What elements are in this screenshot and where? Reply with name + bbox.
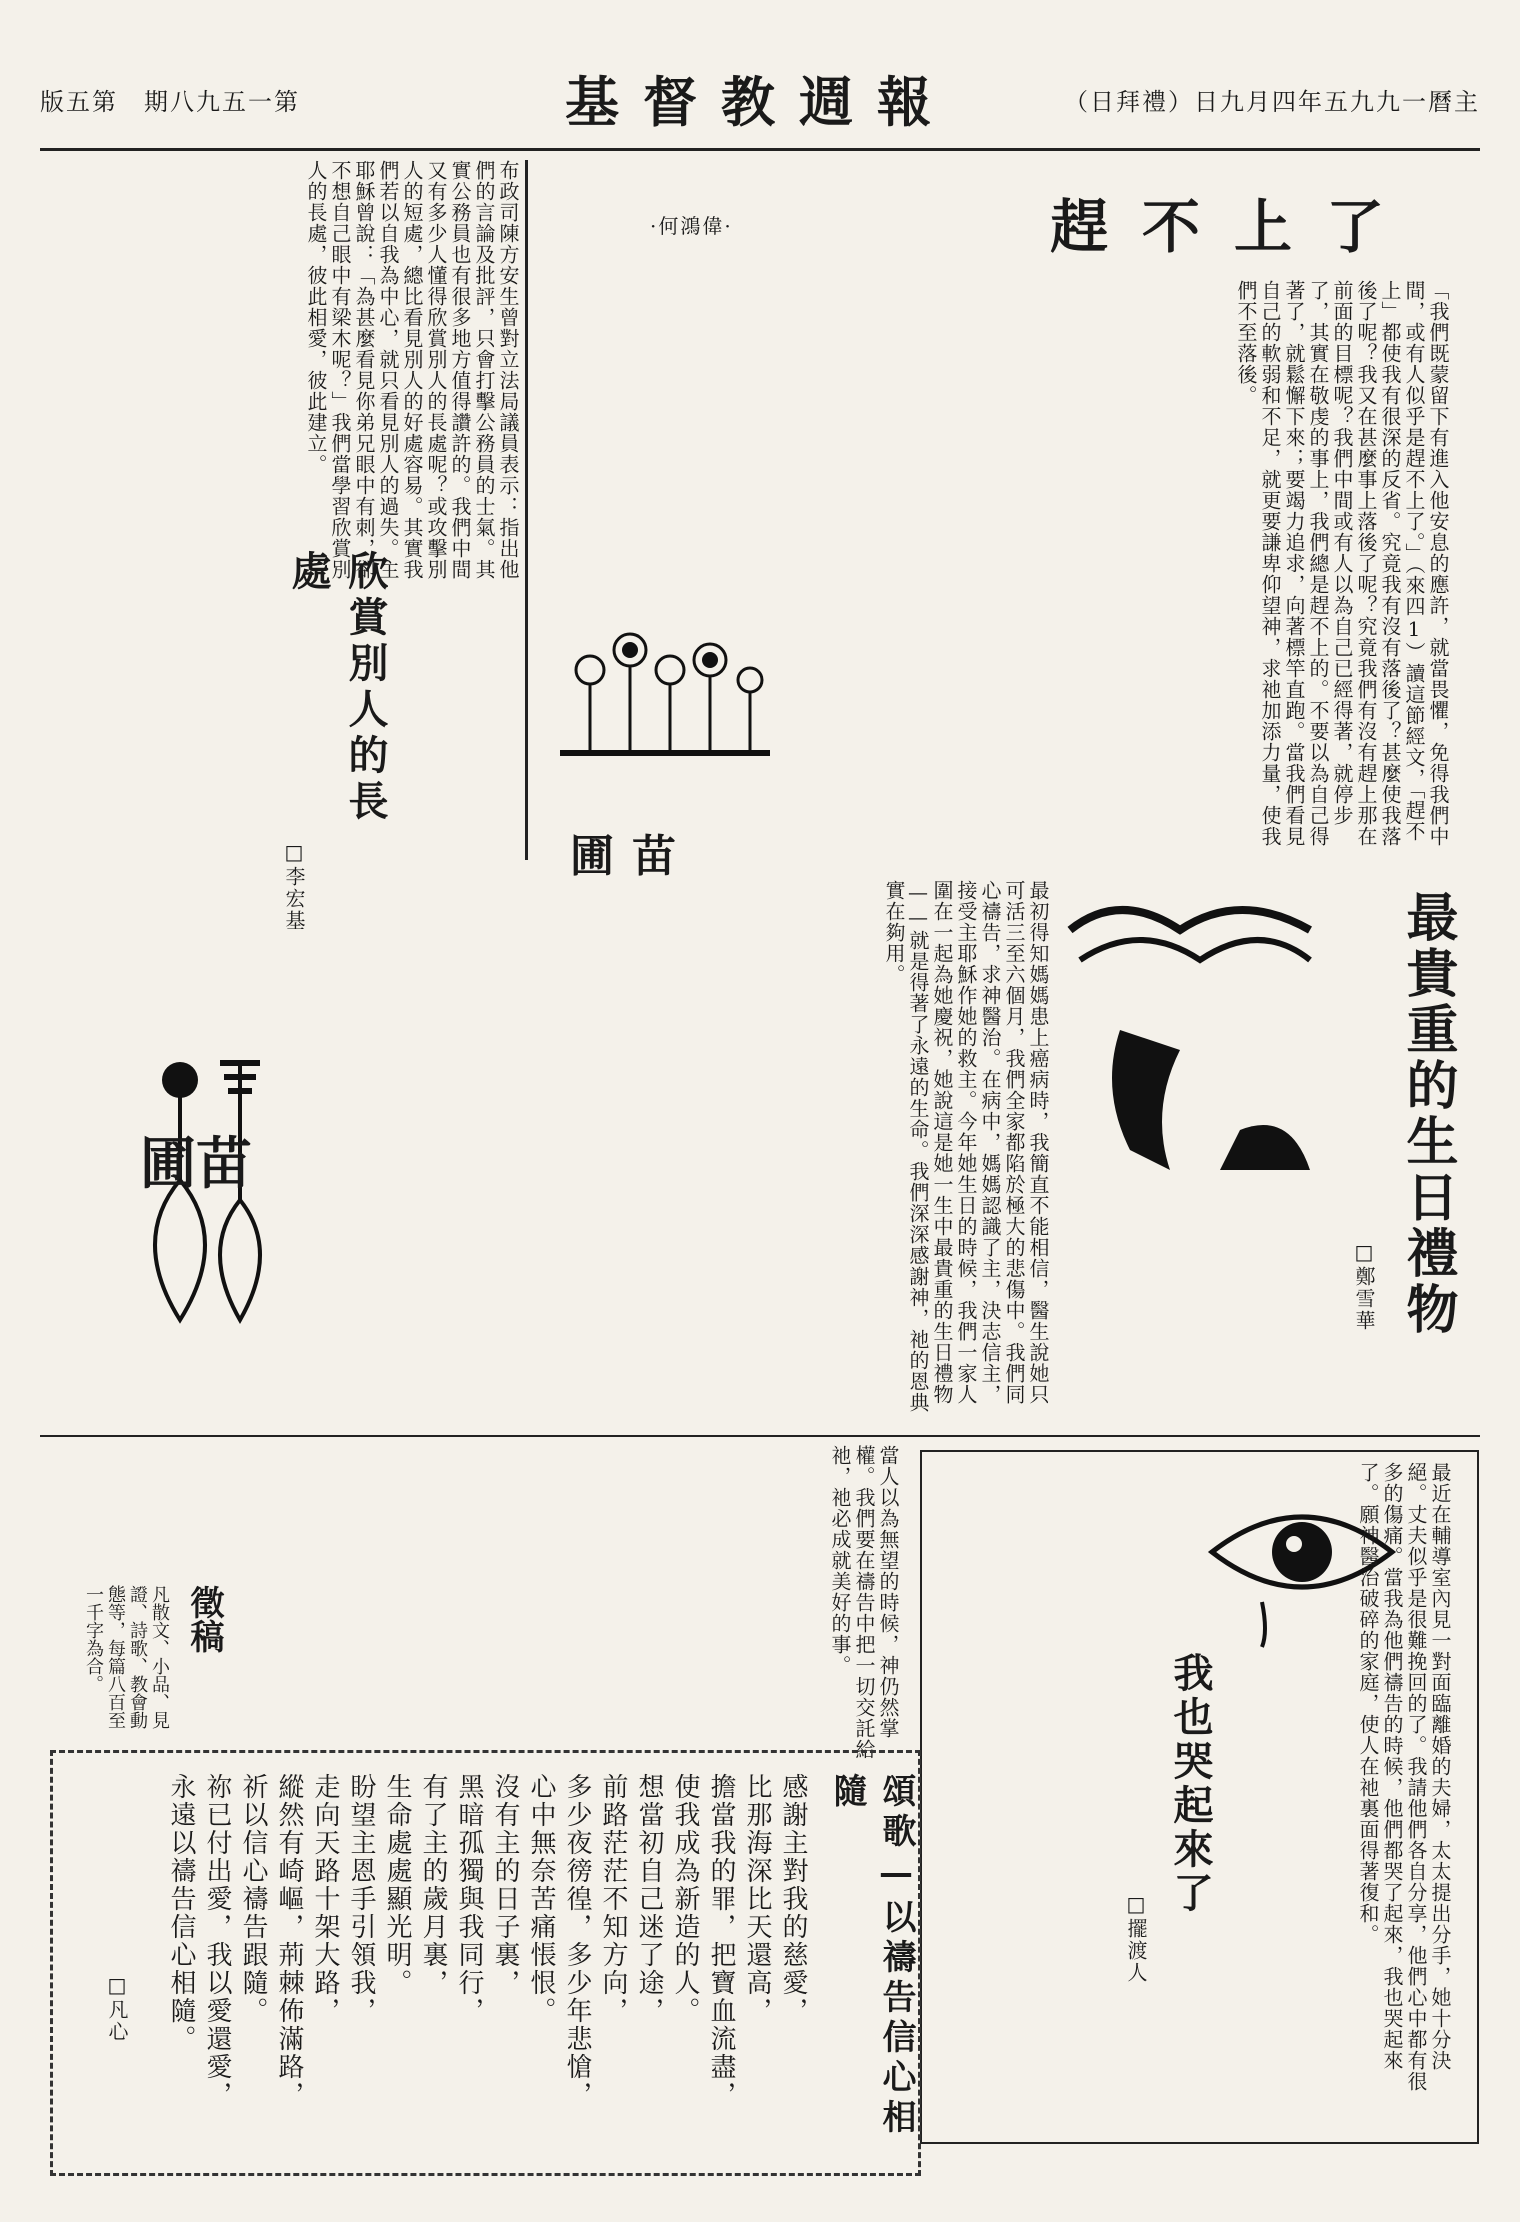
article-body: 最初得知媽媽患上癌病時，我簡直不能相信，醫生說她只可活三至六個月，我們全家都陷於極大的悲傷中。我們同心禱告，求神醫治。在病中，媽媽認識了主，決志信主，接受主耶穌作她的救主。今年她生日的時候，我們一家人圍在一起為她慶祝，她說這是她一生中最貴重的生日禮物——就是得著了永遠的生命。我們深深感謝神，祂的恩典實在夠用。 bbox=[882, 880, 1050, 1413]
masthead-title: 基督教週報 bbox=[565, 70, 955, 134]
hymn-line: 永遠以禱告信心相隨。 bbox=[166, 1773, 196, 2053]
hymn-line: 走向天路十架大路， bbox=[310, 1773, 340, 2025]
hymn-line: 沒有主的日子裏， bbox=[490, 1773, 520, 1997]
article-title: 最貴重的生日禮物 bbox=[1397, 890, 1458, 1338]
article-body: 「我們既蒙留下有進入他安息的應許，就當畏懼，免得我們中間，或有人似乎是趕不上了。」（來四1）讀這節經文，「趕不上」都使我有很深的反省。究竟我有沒有落後了？甚麼使我落後了呢？我又在甚麼事上落後了呢？究竟我們有沒有趕上那在前面的目標呢？我們中間或有人以為自己已經得著，就停步了，其實在敬虔的事上，我們總是趕不上的。不要以為自己得著了，就鬆懈下來；要竭力追求，向著標竿直跑。當我們看見自己的軟弱和不足，就更要謙卑仰望神，求祂加添力量，使我們不至落後。 bbox=[1234, 280, 1450, 847]
article-title: 趕不上了 bbox=[1050, 193, 1419, 261]
article-best-gift bbox=[530, 880, 1480, 1440]
article-author: □李宏基 bbox=[282, 840, 306, 932]
hymn-line: 祢已付出愛，我以愛還愛， bbox=[202, 1773, 232, 2109]
article-body-top: 布政司陳方安生曾對立法局議員表示：指出他們的言論及批評，只會打擊公務員的士氣。其實公務員也有很多地方值得讚許的。我們中間又有多少人懂得欣賞別人的長處呢？或攻擊別人的短處，總比看見別人的好處容易。其實我們若以自我為中心，就只看見別人的過失。主耶穌曾說：「為甚麼看見你弟兄眼中有刺，卻不想自己眼中有梁木呢？」我們當學習欣賞別人的長處，彼此相愛，彼此建立。 bbox=[304, 160, 520, 580]
article-author: □擺渡人 bbox=[1124, 1892, 1148, 1984]
hymn-line: 祈以信心禱告跟隨。 bbox=[238, 1773, 268, 2025]
cfp-title: 徵稿 bbox=[184, 1585, 224, 1653]
hymn-line: 縱然有崎嶇，荊棘佈滿路， bbox=[274, 1773, 304, 2109]
hymn-line: 前路茫茫不知方向， bbox=[598, 1773, 628, 2025]
article-i-cried-box bbox=[920, 1450, 1479, 2144]
article-title: 我也哭起來了 bbox=[1167, 1652, 1214, 1916]
flower-icon bbox=[550, 630, 780, 830]
section-divider bbox=[40, 1435, 1480, 1437]
hymn-line: 生命處處顯光明。 bbox=[382, 1773, 412, 1997]
article-author: □鄭雪華 bbox=[1352, 1240, 1376, 1332]
cfp-body: 凡散文、小品、見證、詩歌、教會動態等，每篇八百至一千字為合。 bbox=[83, 1585, 170, 1729]
seedling-logo bbox=[550, 630, 780, 830]
hymn-line: 感謝主對我的慈愛， bbox=[778, 1773, 808, 2025]
header-divider bbox=[40, 148, 1480, 151]
column-divider bbox=[525, 160, 528, 860]
hymn-line: 比那海深比天還高， bbox=[742, 1773, 772, 2025]
article-not-enough bbox=[530, 160, 1480, 880]
birthday-illustration bbox=[1060, 890, 1320, 1180]
hymn-line: 盼望主恩手引領我， bbox=[346, 1773, 376, 2025]
article-body: 最近在輔導室內見一對面臨離婚的夫婦，太太提出分手，她十分決絕。丈夫似乎是很難挽回的了。我請他們各自分享，他們心中都有很多的傷痛。當我為他們禱告的時候，他們都哭了起來，我也哭起來了。願神醫治破碎的家庭，使人在祂裏面得著復和。 bbox=[1356, 1462, 1452, 2092]
article-title: 欣賞別人的長處 bbox=[285, 550, 389, 826]
seedling-label: 圃苗 bbox=[140, 1131, 252, 1197]
call-for-papers bbox=[83, 1585, 230, 1735]
hymn-line: 黑暗孤獨與我同行， bbox=[454, 1773, 484, 2025]
hymn-box bbox=[50, 1750, 921, 2176]
face-rain-icon bbox=[1060, 890, 1320, 1180]
hymn-line: 多少夜徬徨，多少年悲愴， bbox=[562, 1773, 592, 2109]
hymn-title: 頌歌—以禱告信心相隨 bbox=[827, 1773, 916, 2139]
hymn-line: 想當初自己迷了途， bbox=[634, 1773, 664, 2025]
hymn-lines bbox=[163, 1773, 811, 2143]
hymn-line: 心中無奈苦痛悵恨。 bbox=[526, 1773, 556, 2025]
page-header bbox=[40, 60, 1480, 140]
article-author: ·何鴻偉· bbox=[650, 214, 733, 238]
hymn-line: 擔當我的罪，把寶血流盡， bbox=[706, 1773, 736, 2109]
hymn-author: □凡心 bbox=[105, 1973, 129, 2043]
hymn-line: 使我成為新造的人。 bbox=[670, 1773, 700, 2025]
seedling-ornament bbox=[120, 1040, 310, 1330]
notes-column: 當人以為無望的時候，神仍然掌權。我們要在禱告中把一切交託給祂，祂必成就美好的事。 bbox=[828, 1445, 900, 1760]
edition-number: 版五第 期八九五一第 bbox=[40, 88, 300, 116]
hymn-line: 有了主的歲月裏， bbox=[418, 1773, 448, 1997]
issue-date: （日拜禮）日九月四年五九九一曆主 bbox=[1064, 88, 1480, 116]
seedling-label: 圃苗 bbox=[570, 831, 694, 882]
